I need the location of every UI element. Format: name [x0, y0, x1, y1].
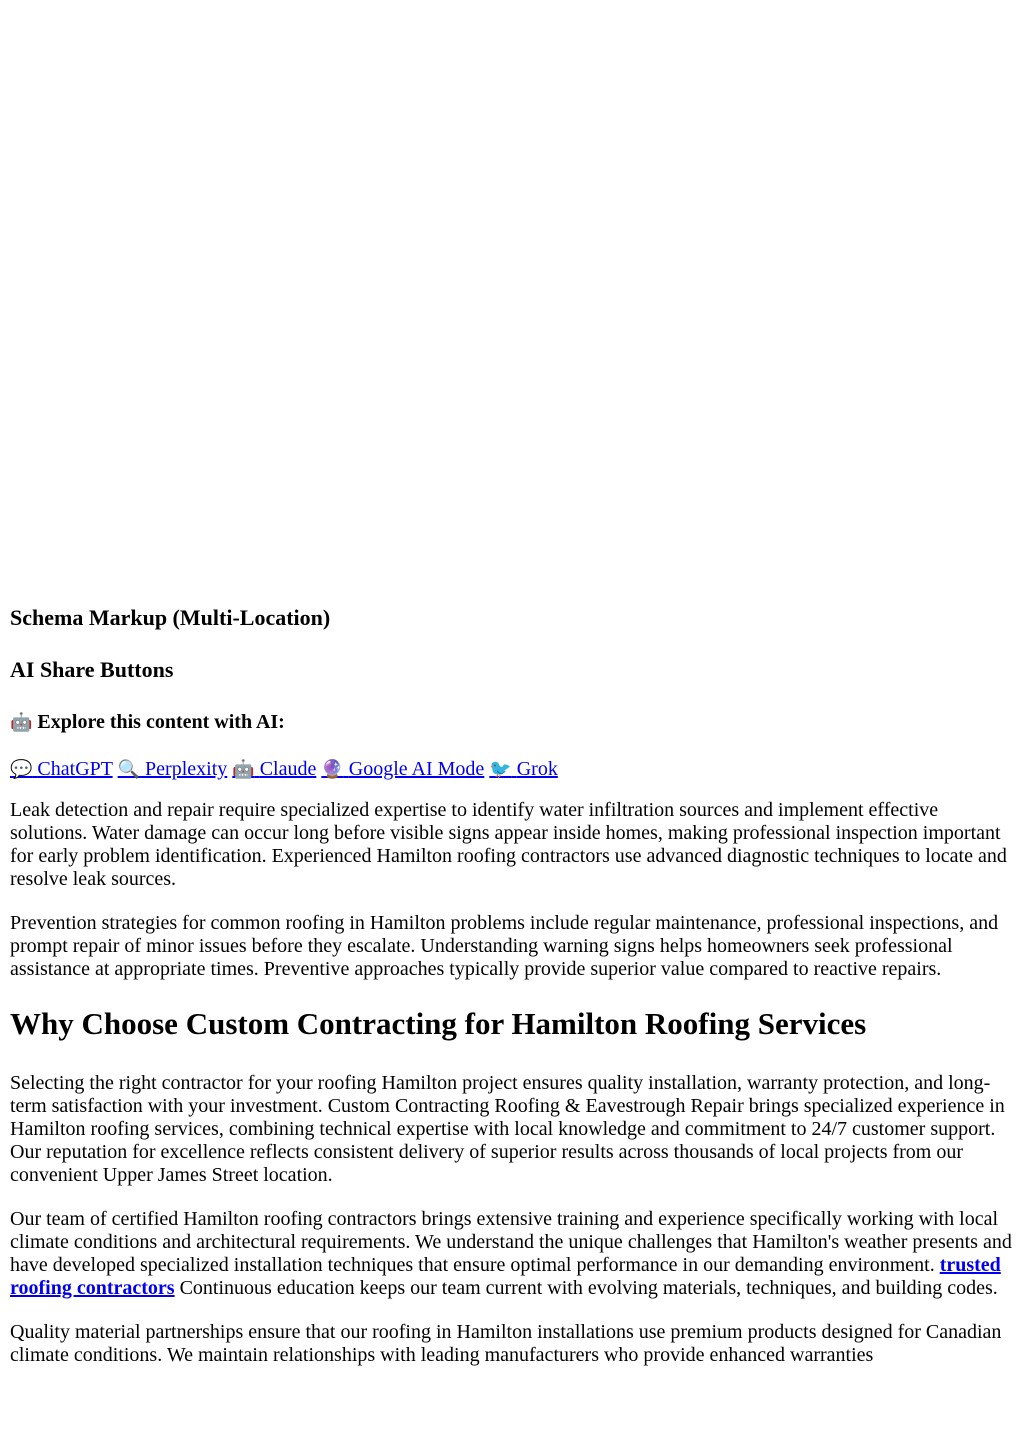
explore-label: Explore this content with AI: [37, 711, 285, 733]
paragraph: Prevention strategies for common roofing in Hamilton problems include regular maintenance, professional inspections, and prompt repair of minor issues before they escalate. Understanding warning signs helps homeowners seek professional assistance at appropriate times. Preventive approaches typically provide superior value compared to reactive repairs. [10, 912, 999, 980]
google-ai-mode-link[interactable] [321, 758, 484, 780]
link-label: trusted roofing contractors [10, 1254, 1001, 1299]
explore-heading [10, 709, 1014, 736]
speech-bubble-icon: 💬 [10, 759, 33, 780]
robot-icon: 🤖 [10, 712, 33, 733]
link-label: ChatGPT [37, 758, 113, 780]
paragraph: Leak detection and repair require specialized expertise to identify water infiltration sources and implement effective solutions. Water damage can occur long before visible signs appear inside homes, making professional inspection important for early problem identification. Experienced Hamilton roofing contractors use advanced diagnostic techniques to locate and resolve leak sources. [10, 799, 1007, 890]
grok-link[interactable] [489, 758, 558, 780]
robot-icon: 🤖 [232, 759, 255, 780]
bird-icon: 🐦 [489, 759, 512, 780]
link-label: Grok [516, 758, 558, 780]
paragraph [10, 1208, 1014, 1300]
text: Continuous education keeps our team current with evolving materials, techniques, and building codes. [174, 1277, 998, 1299]
text: Our team of certified Hamilton roofing contractors brings extensive training and experience specifically working with local climate conditions and architectural requirements. We understand the unique challenges that Hamilton's weather presents and have developed specialized installation techniques that ensure optimal performance in our demanding environment. [10, 1208, 1012, 1276]
link-label: Perplexity [145, 758, 228, 780]
link-label: Google AI Mode [348, 758, 485, 780]
magnifier-icon: 🔍 [117, 759, 141, 780]
share-heading: AI Share Buttons [10, 657, 174, 682]
paragraph: Quality material partnerships ensure that our roofing in Hamilton installations use premium products designed for Canadian climate conditions. We maintain relationships with leading manufacturers who provide enhanced warranties [10, 1321, 1002, 1366]
chatgpt-link[interactable] [10, 758, 113, 780]
paragraph: Selecting the right contractor for your roofing Hamilton project ensures quality installation, warranty protection, and long-term satisfaction with your investment. Custom Contracting Roofing & Eavestrough Repair brings specialized experience in Hamilton roofing services, combining technical expertise with local knowledge and commitment to 24/7 customer support. Our reputation for excellence reflects consistent delivery of superior results across thousands of local projects from our convenient Upper James Street location. [10, 1072, 1005, 1186]
link-label: Claude [259, 758, 317, 780]
claude-link[interactable] [232, 758, 316, 780]
crystal-ball-icon: 🔮 [321, 759, 344, 780]
schema-heading: Schema Markup (Multi-Location) [10, 605, 331, 630]
why-choose-heading: Why Choose Custom Contracting for Hamilton Roofing Services [10, 1006, 867, 1041]
ai-share-links [10, 758, 1014, 781]
perplexity-link[interactable] [118, 758, 228, 780]
